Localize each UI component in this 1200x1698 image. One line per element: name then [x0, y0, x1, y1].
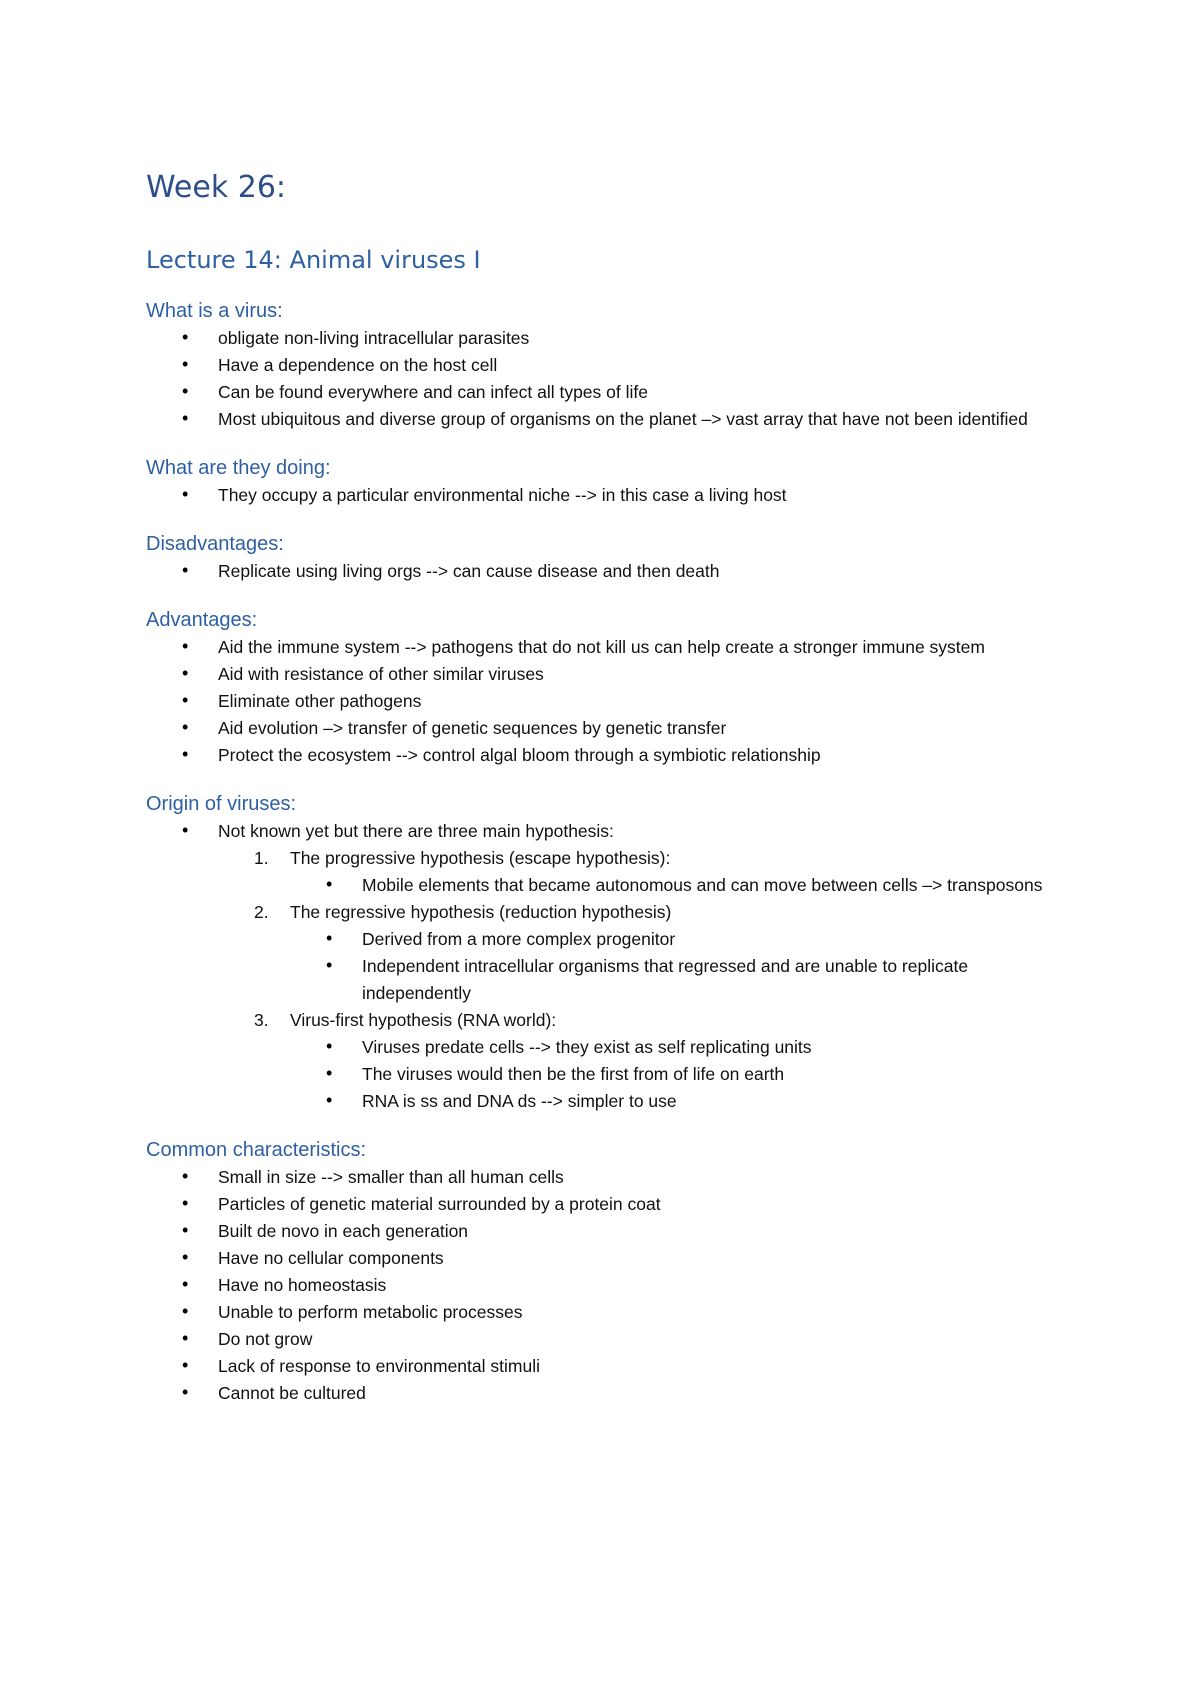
list-item: • Can be found everywhere and can infect all types of life	[182, 381, 648, 402]
list-item: • Derived from a more complex progenitor	[326, 928, 676, 949]
list-item: • Most ubiquitous and diverse group of organisms on the planet –> vast array that have not been identified	[182, 408, 1028, 429]
list-number: 3.	[254, 1010, 269, 1030]
bullet-icon: •	[182, 1193, 189, 1213]
bullet-list	[146, 634, 1080, 769]
bullet-icon: •	[326, 1090, 333, 1110]
section-what-are-they-doing	[146, 455, 1080, 509]
bullet-list	[146, 818, 1080, 1115]
list-item: • Have no homeostasis	[182, 1274, 387, 1295]
list-item: • Have no cellular components	[182, 1247, 444, 1268]
list-item: • Protect the ecosystem --> control algal bloom through a symbiotic relationship	[182, 744, 821, 765]
section-common-characteristics	[146, 1137, 1080, 1407]
bullet-icon: •	[326, 1036, 333, 1056]
lecture-subtitle: Lecture 14: Animal viruses I	[146, 246, 481, 274]
bullet-icon: •	[182, 381, 189, 401]
list-item: • Do not grow	[182, 1328, 313, 1349]
sub-bullet-list	[290, 1034, 1080, 1115]
section-origin-of-viruses	[146, 791, 1080, 1115]
bullet-icon: •	[182, 1328, 189, 1348]
bullet-icon: •	[182, 1220, 189, 1240]
list-item: • obligate non-living intracellular parasites	[182, 327, 530, 348]
bullet-icon: •	[182, 1355, 189, 1375]
bullet-icon: •	[182, 663, 189, 683]
numbered-list	[218, 845, 1080, 1115]
list-item: • Built de novo in each generation	[182, 1220, 469, 1241]
list-item: • Have a dependence on the host cell	[182, 354, 498, 375]
bullet-icon: •	[182, 354, 189, 374]
list-number: 2.	[254, 902, 269, 922]
list-item: • Mobile elements that became autonomous and can move between cells –> transposons	[326, 874, 1043, 895]
list-item: • Aid the immune system --> pathogens that do not kill us can help create a stronger immune system	[182, 636, 985, 657]
bullet-icon: •	[326, 928, 333, 948]
section-heading: What is a virus:	[146, 300, 283, 322]
list-item: • Replicate using living orgs --> can cause disease and then death	[182, 560, 720, 581]
bullet-icon: •	[182, 327, 189, 347]
list-item: • They occupy a particular environmental niche --> in this case a living host	[182, 484, 787, 505]
section-heading: Disadvantages:	[146, 533, 284, 555]
list-item: • Particles of genetic material surrounded by a protein coat	[182, 1193, 661, 1214]
list-number: 1.	[254, 848, 269, 868]
bullet-icon: •	[182, 636, 189, 656]
bullet-icon: •	[182, 1301, 189, 1321]
sub-bullet-list	[290, 926, 1080, 1007]
list-item: • Small in size --> smaller than all human cells	[182, 1166, 564, 1187]
bullet-icon: •	[182, 484, 189, 504]
list-item: • Lack of response to environmental stimuli	[182, 1355, 540, 1376]
bullet-list	[146, 325, 1080, 433]
list-item: • Unable to perform metabolic processes	[182, 1301, 523, 1322]
section-heading: What are they doing:	[146, 457, 331, 479]
list-item: • Viruses predate cells --> they exist as self replicating units	[326, 1036, 812, 1057]
hypothesis-item: 2. The regressive hypothesis (reduction hypothesis) • Derived from a more complex progenitor • Independent intracellular organisms that regressed and are unable to replicate independently	[218, 899, 1080, 1007]
section-heading: Common characteristics:	[146, 1139, 367, 1161]
section-advantages	[146, 607, 1080, 769]
bullet-icon: •	[182, 560, 189, 580]
bullet-icon: •	[182, 1247, 189, 1267]
bullet-list	[146, 482, 1080, 509]
list-item: • Not known yet but there are three main hypothesis: 1. The progressive hypothesis (escape hypothesis): • Mobile elements that became autonomous and can move between cells –> transposons 2. The regressive hypothesis (reduction hypothesis) • Derived from a more complex progenitor • Independent intracellular organisms that regressed and are unable to replicate independently 3. Virus-first hypothesis (RNA world): • Viruses predate cells --> they exist as self replicating units • The viruses would then be the first from of life on earth • RNA is ss and DNA ds --> simpler to use	[146, 818, 1080, 1115]
bullet-icon: •	[182, 1382, 189, 1402]
bullet-icon: •	[182, 820, 189, 840]
section-disadvantages	[146, 531, 1080, 585]
bullet-icon: •	[182, 690, 189, 710]
list-item: • Independent intracellular organisms that regressed and are unable to replicate independently	[326, 955, 969, 1003]
bullet-icon: •	[182, 744, 189, 764]
bullet-list	[146, 558, 1080, 585]
bullet-icon: •	[182, 408, 189, 428]
bullet-icon: •	[326, 1063, 333, 1083]
bullet-icon: •	[182, 1274, 189, 1294]
bullet-list	[146, 1164, 1080, 1407]
page-title: Week 26:	[146, 170, 287, 205]
sub-bullet-list	[290, 872, 1080, 899]
section-heading: Advantages:	[146, 609, 258, 631]
section-heading: Origin of viruses:	[146, 793, 297, 815]
bullet-icon: •	[326, 874, 333, 894]
section-what-is-a-virus	[146, 298, 1080, 433]
hypothesis-item: 3. Virus-first hypothesis (RNA world): • Viruses predate cells --> they exist as self replicating units • The viruses would then be the first from of life on earth • RNA is ss and DNA ds --> simpler to use	[218, 1007, 1080, 1115]
list-item: • Aid evolution –> transfer of genetic sequences by genetic transfer	[182, 717, 727, 738]
list-item: • RNA is ss and DNA ds --> simpler to use	[326, 1090, 677, 1111]
bullet-icon: •	[182, 717, 189, 737]
list-item: • Cannot be cultured	[182, 1382, 366, 1403]
bullet-icon: •	[182, 1166, 189, 1186]
list-item: • Eliminate other pathogens	[182, 690, 422, 711]
list-item: • The viruses would then be the first from of life on earth	[326, 1063, 785, 1084]
hypothesis-item: 1. The progressive hypothesis (escape hypothesis): • Mobile elements that became autonomous and can move between cells –> transposons	[218, 845, 1080, 899]
bullet-icon: •	[326, 955, 333, 975]
list-item: • Aid with resistance of other similar viruses	[182, 663, 544, 684]
